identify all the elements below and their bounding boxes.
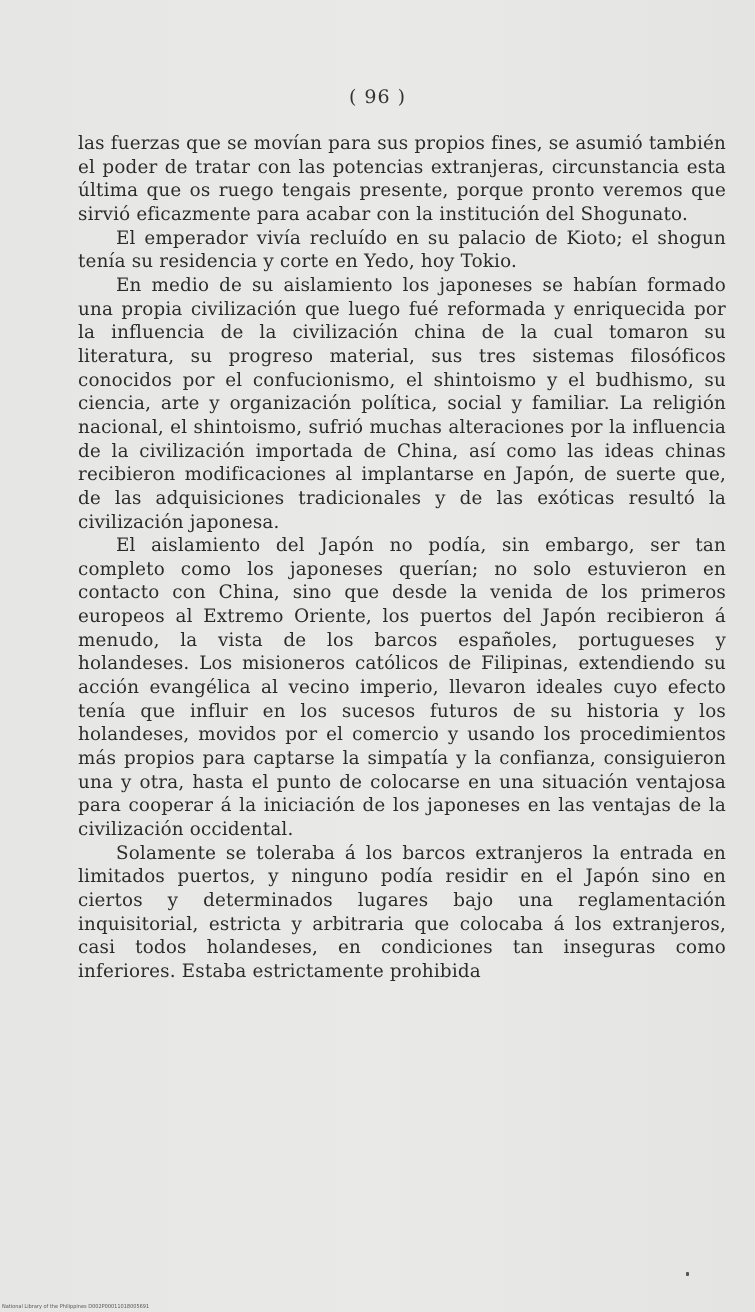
paragraph-1: las fuerzas que se movían para sus propios fines, se asumió también el poder de tratar con las potencias extranjeras, circunstancia esta última que os ruego tengais presente, porque pronto veremos que sirvió eficazmente para acabar con la institución del Shogunato. bbox=[78, 133, 726, 225]
paragraph-5: Solamente se toleraba á los barcos extranjeros la entrada en limitados puertos, y ninguno podía residir en el Japón sino en ciertos y determinados lugares bajo una reglamentación inquisitorial, estricta y arbitraria que colocaba á los extranjeros, casi todos holandeses, en condiciones tan inseguras como inferiores. Estaba estrictamente prohibida bbox=[78, 842, 726, 982]
page-number: ( 96 ) bbox=[348, 86, 407, 108]
footer-credit: National Library of the Philippines D002P00011018005691 bbox=[2, 1304, 150, 1310]
paragraph-3: En medio de su aislamiento los japoneses se habían formado una propia civilización que luego fué reformada y enriquecida por la influencia de la civilización china de la cual tomaron su literatura, su progreso material, sus tres sistemas filosóficos conocidos por el confucionismo, el shintoismo y el budhismo, su ciencia, arte y organización política, social y familiar. La religión nacional, el shintoismo, sufrió muchas alteraciones por la influencia de la civilización importada de China, así como las ideas chinas recibieron modificaciones al implantarse en Japón, de suerte que, de las adquisiciones tradicionales y de las exóticas resultó la civilización japonesa. bbox=[78, 274, 726, 533]
page-body-text bbox=[78, 132, 726, 984]
paragraph-2: El emperador vivía recluído en su palacio de Kioto; el shogun tenía su residencia y corte en Yedo, hoy Tokio. bbox=[78, 227, 726, 273]
paragraph-4: El aislamiento del Japón no podía, sin embargo, ser tan completo como los japoneses querían; no solo estuvieron en contacto con China, sino que desde la venida de los primeros europeos al Extremo Oriente, los puertos del Japón recibieron á menudo, la vista de los barcos españoles, portugueses y holandeses. Los misioneros católicos de Filipinas, extendiendo su acción evangélica al vecino imperio, llevaron ideales cuyo efecto tenía que influir en los sucesos futuros de su historia y los holandeses, movidos por el comercio y usando los procedimientos más propios para captarse la simpatía y la confianza, consiguieron una y otra, hasta el punto de colocarse en una situación ventajosa para cooperar á la iniciación de los japoneses en las ventajas de la civilización occidental. bbox=[78, 535, 726, 841]
scan-speck bbox=[686, 1272, 689, 1276]
